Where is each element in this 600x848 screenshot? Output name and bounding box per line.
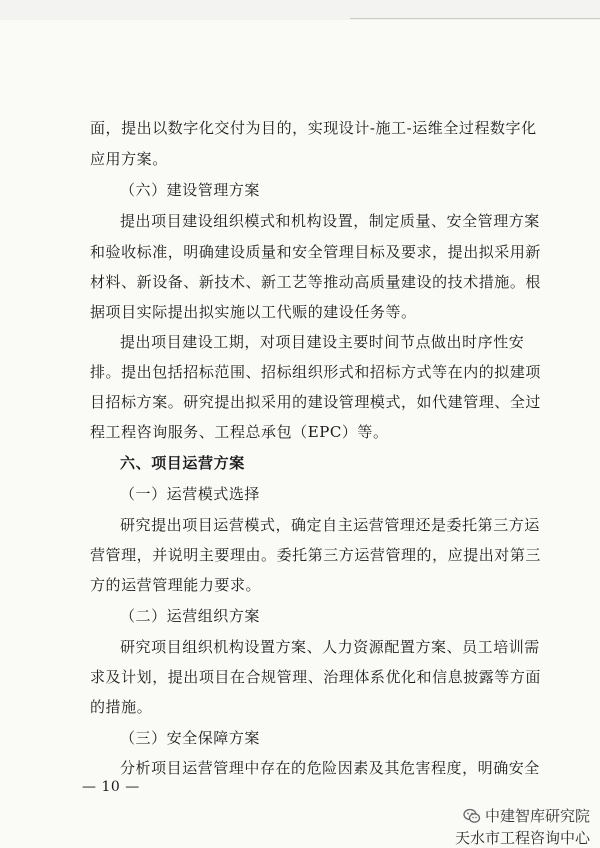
section-heading: （一）运营模式选择	[120, 485, 260, 503]
paragraph-line: 目招标方案。研究提出拟采用的建设管理模式，如代建管理、全过	[90, 393, 541, 411]
paragraph-line: 应用方案。	[90, 150, 168, 168]
paragraph-line: 研究提出项目运营模式，确定自主运营管理还是委托第三方运	[120, 516, 540, 534]
paragraph-line: 提出项目建设工期，对项目建设主要时间节点做出时序性安	[120, 333, 525, 351]
watermark-line2: 天水市工程咨询中心	[454, 829, 590, 847]
paragraph-line: 据项目实际提出拟实施以工代赈的建设任务等。	[90, 303, 417, 321]
section-heading: （二）运营组织方案	[120, 607, 260, 625]
paragraph-line: 的措施。	[90, 698, 153, 716]
page-number: — 10 —	[82, 779, 140, 795]
paragraph-line: 营管理，并说明主要理由。委托第三方运营管理的，应提出对第三	[90, 546, 541, 564]
section-heading: （六）建设管理方案	[120, 181, 260, 199]
paragraph-line: 面，提出以数字化交付为目的，实现设计-施工-运维全过程数字化	[90, 119, 537, 137]
wechat-icon	[463, 807, 481, 825]
paragraph-line: 提出项目建设组织模式和机构设置，制定质量、安全管理方案	[120, 212, 540, 230]
paragraph-line: 研究项目组织机构设置方案、人力资源配置方案、员工培训需	[120, 638, 540, 656]
paragraph-line: 程工程咨询服务、工程总承包（EPC）等。	[90, 423, 389, 441]
chapter-heading: 六、项目运营方案	[120, 454, 245, 472]
watermark	[455, 806, 590, 848]
paragraph-line: 分析项目运营管理中存在的危险因素及其危害程度，明确安全	[120, 759, 540, 777]
paragraph-line: 排。提出包括招标范围、招标组织形式和招标方式等在内的拟建项	[90, 363, 541, 381]
watermark-brand	[455, 806, 590, 826]
paragraph-line: 求及计划，提出项目在合规管理、治理体系优化和信息披露等方面	[90, 668, 541, 686]
section-heading: （三）安全保障方案	[120, 729, 260, 747]
paragraph-line: 材料、新设备、新技术、新工艺等推动高质量建设的技术措施。根	[90, 273, 541, 291]
watermark-line1: 中建智库研究院	[484, 807, 590, 825]
paragraph-line: 方的运营管理能力要求。	[90, 576, 262, 594]
paragraph-line: 和验收标准，明确建设质量和安全管理目标及要求，提出拟采用新	[90, 243, 541, 261]
